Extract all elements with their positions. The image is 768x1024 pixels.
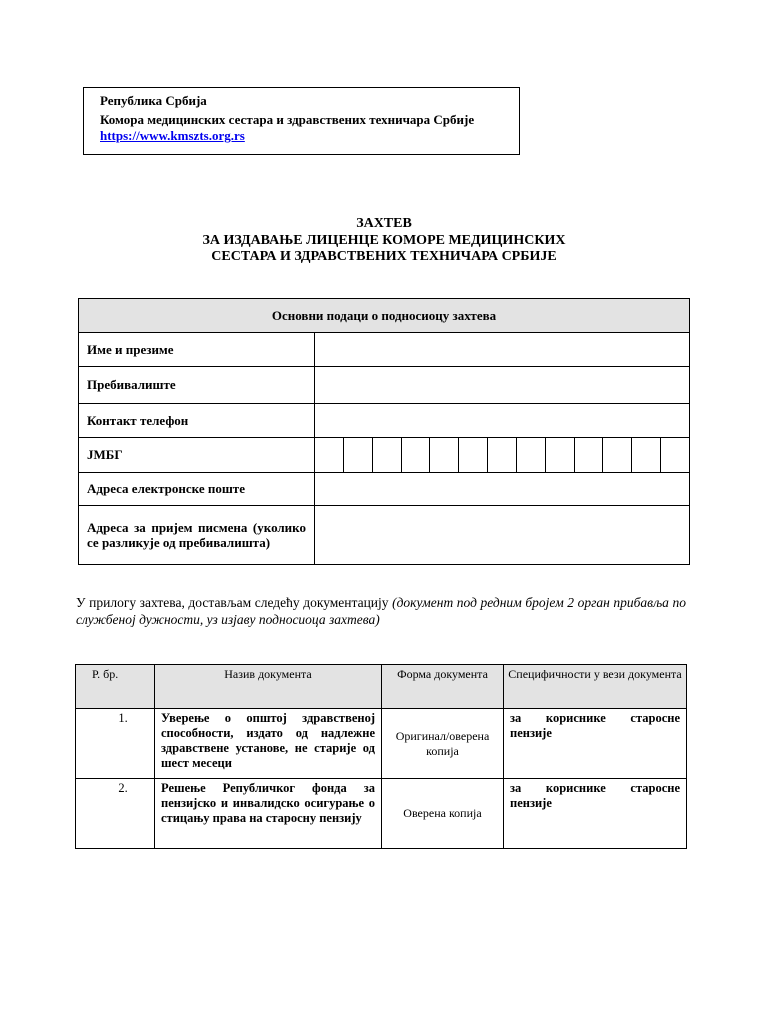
document-specifics: за кориснике старосне пензије bbox=[504, 779, 687, 849]
issuer-header-box bbox=[83, 87, 520, 155]
jmbg-digit-box[interactable] bbox=[315, 438, 343, 472]
label-correspondence-address: Адреса за пријем писмена (уколико се разликује од пребивалишта) bbox=[79, 506, 315, 565]
residence-field[interactable] bbox=[315, 367, 690, 404]
col-header-number: Р. бр. bbox=[76, 665, 155, 709]
title-line-1: ЗАХТЕВ bbox=[356, 216, 412, 231]
label-jmbg: ЈМБГ bbox=[79, 438, 315, 473]
applicant-table-heading: Основни подаци о подносиоцу захтева bbox=[79, 299, 690, 333]
jmbg-digit-box[interactable] bbox=[631, 438, 660, 472]
documents-table bbox=[75, 664, 687, 849]
correspondence-address-field[interactable] bbox=[315, 506, 690, 565]
republic-name: Република Србија bbox=[100, 93, 207, 108]
jmbg-digit-box[interactable] bbox=[343, 438, 372, 472]
table-row bbox=[76, 779, 687, 849]
attachment-intro-note: (документ под редним бројем 2 орган прибавља по службеној дужности, уз изјаву подносиоца захтева) bbox=[76, 595, 686, 627]
col-header-form: Форма документа bbox=[382, 665, 504, 709]
col-header-name: Назив документа bbox=[155, 665, 382, 709]
jmbg-digit-box[interactable] bbox=[574, 438, 603, 472]
label-residence: Пребивалиште bbox=[79, 367, 315, 404]
title-line-2: ЗА ИЗДАВАЊЕ ЛИЦЕНЦЕ КОМОРЕ МЕДИЦИНСКИХ bbox=[202, 233, 566, 248]
email-field[interactable] bbox=[315, 473, 690, 506]
document-name: Решење Републичког фонда за пензијско и инвалидско осигурање о стицању права на старосну пензију bbox=[155, 779, 382, 849]
jmbg-digit-box[interactable] bbox=[487, 438, 516, 472]
jmbg-digit-box[interactable] bbox=[545, 438, 574, 472]
title-line-3: СЕСТАРА И ЗДРАВСТВЕНИХ ТЕХНИЧАРА СРБИЈЕ bbox=[211, 249, 557, 264]
jmbg-field[interactable] bbox=[315, 438, 690, 473]
attachment-intro-text: У прилогу захтева, достављам следећу документацију bbox=[76, 595, 393, 610]
label-email: Адреса електронске поште bbox=[79, 473, 315, 506]
jmbg-digit-box[interactable] bbox=[516, 438, 545, 472]
attachment-intro bbox=[76, 594, 686, 628]
table-row bbox=[76, 709, 687, 779]
jmbg-digit-box[interactable] bbox=[602, 438, 631, 472]
applicant-info-table bbox=[78, 298, 690, 565]
row-number: 1. bbox=[76, 709, 155, 779]
chamber-name: Комора медицинских сестара и здравствених техничара Србије bbox=[100, 112, 475, 127]
jmbg-digit-box[interactable] bbox=[429, 438, 458, 472]
document-form: Оверена копија bbox=[382, 779, 504, 849]
website-link[interactable]: https://www.kmszts.org.rs bbox=[100, 128, 245, 143]
phone-field[interactable] bbox=[315, 404, 690, 438]
jmbg-digit-boxes bbox=[315, 438, 689, 472]
col-header-specifics: Специфичности у вези документа bbox=[504, 665, 687, 709]
label-phone: Контакт телефон bbox=[79, 404, 315, 438]
document-form: Оригинал/оверена копија bbox=[382, 709, 504, 779]
jmbg-digit-box[interactable] bbox=[372, 438, 401, 472]
label-full-name: Име и презиме bbox=[79, 333, 315, 367]
document-specifics: за кориснике старосне пензије bbox=[504, 709, 687, 779]
row-number: 2. bbox=[76, 779, 155, 849]
jmbg-digit-box[interactable] bbox=[401, 438, 430, 472]
document-name: Уверење о општој здравственој способности, издато од надлежне здравствене установе, не старије од шест месеци bbox=[155, 709, 382, 779]
jmbg-digit-box[interactable] bbox=[660, 438, 689, 472]
full-name-field[interactable] bbox=[315, 333, 690, 367]
jmbg-digit-box[interactable] bbox=[458, 438, 487, 472]
